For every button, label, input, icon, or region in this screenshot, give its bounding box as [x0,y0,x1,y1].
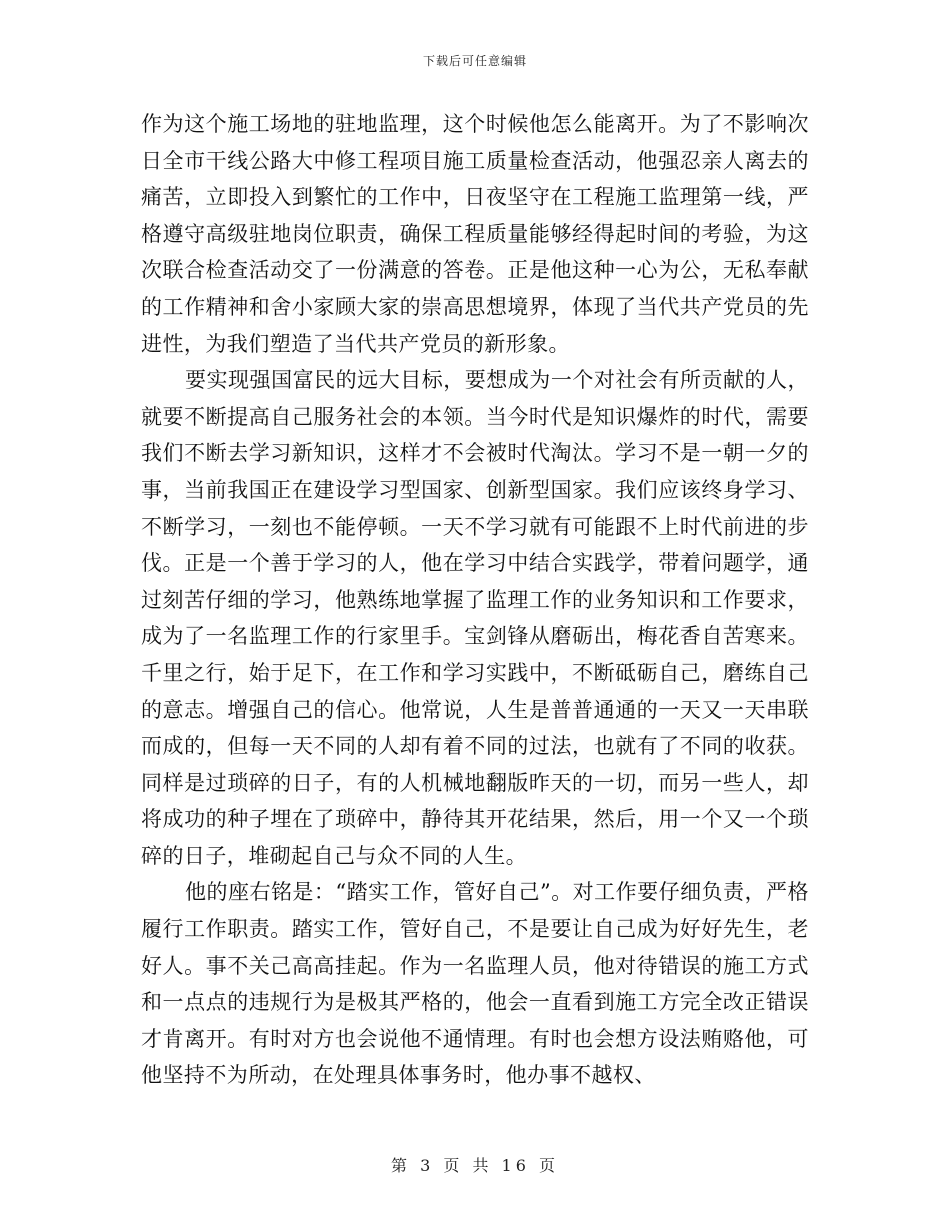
paragraph-1: 作为这个施工场地的驻地监理，这个时候他怎么能离开。为了不影响次日全市干线公路大中修工程项目施工质量检查活动，他强忍亲人离去的痛苦，立即投入到繁忙的工作中，日夜坚守在工程施工监理第一线，严格遵守高级驻地岗位职责，确保工程质量能够经得起时间的考验，为这次联合检查活动交了一份满意的答卷。正是他这种一心为公，无私奉献的工作精神和舍小家顾大家的崇高思想境界，体现了当代共产党员的先进性，为我们塑造了当代共产党员的新形象。 [141,112,809,356]
paragraph-3: 他的座右铭是：“踏实工作，管好自己”。对工作要仔细负责，严格履行工作职责。踏实工作，管好自己，不是要让自己成为好好先生，老好人。事不关己高高挂起。作为一名监理人员，他对待错误的施工方式和一点点的违规行为是极其严格的，他会一直看到施工方完全改正错误才肯离开。有时对方也会说他不通情理。有时也会想方设法贿赂他，可他坚持不为所动，在处理具体事务时，他办事不越权、 [141,880,809,1088]
page-number-footer: 第 3 页 共 16 页 [391,1156,559,1175]
paragraph-2: 要实现强国富民的远大目标，要想成为一个对社会有所贡献的人，就要不断提高自己服务社会的本领。当今时代是知识爆炸的时代，需要我们不断去学习新知识，这样才不会被时代淘汰。学习不是一朝一夕的事，当前我国正在建设学习型国家、创新型国家。我们应该终身学习、不断学习，一刻也不能停顿。一天不学习就有可能跟不上时代前进的步伐。正是一个善于学习的人，他在学习中结合实践学，带着问题学，通过刻苦仔细的学习，他熟练地掌握了监理工作的业务知识和工作要求，成为了一名监理工作的行家里手。宝剑锋从磨砺出，梅花香自苦寒来。千里之行，始于足下，在工作和学习实践中，不断砥砺自己，磨练自己的意志。增强自己的信心。他常说，人生是普普通通的一天又一天串联而成的，但每一天不同的人却有着不同的过法，也就有了不同的收获。同样是过琐碎的日子，有的人机械地翻版昨天的一切，而另一些人，却将成功的种子埋在了琐碎中，静待其开花结果，然后，用一个又一个琐碎的日子，堆砌起自己与众不同的人生。 [141,368,809,868]
page-header: 下载后可任意编辑 [422,54,527,68]
document-body [141,106,809,1094]
